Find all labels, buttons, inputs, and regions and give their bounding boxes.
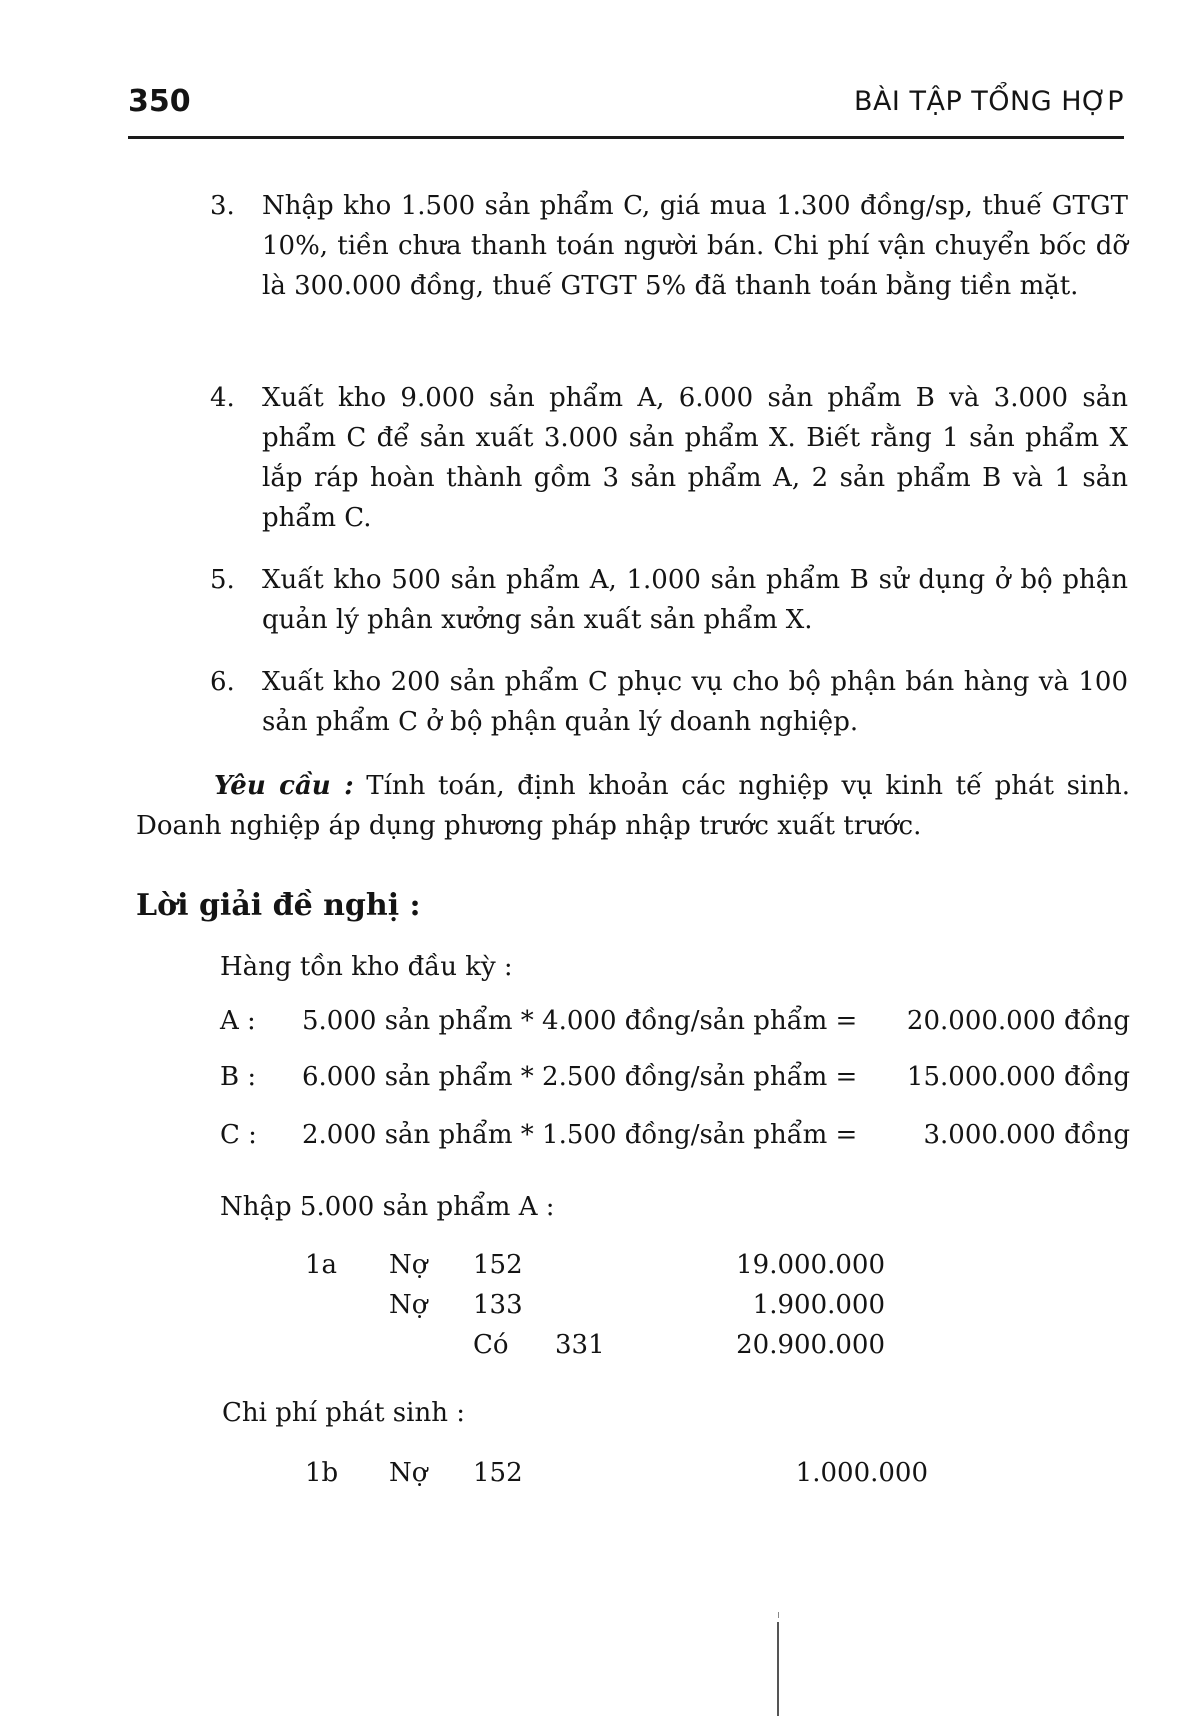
- requirement-text: Tính toán, định khoản các nghiệp vụ kinh tế phát sinh. Doanh nghiệp áp dụng phương pháp nhập trước xuất trước.: [136, 771, 1131, 841]
- list-item-text: Nhập kho 1.500 sản phẩm C, giá mua 1.300 đồng/sp, thuế GTGT 10%, tiền chưa thanh toán người bán. Chi phí vận chuyển bốc dỡ là 300.000 đồng, thuế GTGT 5% đã thanh toán bằng tiền mặt.: [262, 191, 1128, 301]
- scan-margin-line: [777, 1622, 779, 1716]
- purchase-heading: Nhập 5.000 sản phẩm A :: [220, 1192, 555, 1222]
- solution-heading: Lời giải đề nghị :: [136, 888, 421, 923]
- entry-account: 152: [473, 1458, 523, 1488]
- entry-account: 133: [473, 1290, 523, 1320]
- entry-side: Có: [473, 1330, 509, 1360]
- inventory-heading: Hàng tồn kho đầu kỳ :: [220, 952, 513, 982]
- list-item-text: Xuất kho 200 sản phẩm C phục vụ cho bộ phận bán hàng và 100 sản phẩm C ở bộ phận quản lý doanh nghiệp.: [262, 667, 1128, 737]
- inventory-label: B :: [220, 1062, 257, 1092]
- inventory-amount: 15.000.000 đồng: [906, 1062, 1130, 1092]
- entry-reference: 1a: [305, 1250, 338, 1280]
- list-item-text: Xuất kho 500 sản phẩm A, 1.000 sản phẩm B sử dụng ở bộ phận quản lý phân xưởng sản xuất sản phẩm X.: [262, 565, 1128, 635]
- entry-account: 152: [473, 1250, 523, 1280]
- running-title: BÀI TẬP TỔNG HỢP: [853, 86, 1124, 117]
- entry-amount: 20.900.000: [736, 1330, 885, 1360]
- inventory-row: [220, 1062, 1130, 1102]
- journal-entry-row: [305, 1330, 885, 1370]
- journal-entry-row: [305, 1458, 928, 1498]
- entry-amount: 1.900.000: [752, 1290, 885, 1320]
- list-item-number: 6.: [210, 667, 235, 697]
- entry-side: Nợ: [389, 1250, 428, 1280]
- inventory-calculation: 6.000 sản phẩm * 2.500 đồng/sản phẩm =: [302, 1062, 858, 1092]
- entry-side: Nợ: [389, 1458, 428, 1488]
- inventory-amount: 20.000.000 đồng: [906, 1006, 1130, 1036]
- inventory-row: [220, 1120, 1130, 1160]
- entry-account: 331: [555, 1330, 605, 1360]
- inventory-label: A :: [220, 1006, 256, 1036]
- entry-side: Nợ: [389, 1290, 428, 1320]
- inventory-label: C :: [220, 1120, 257, 1150]
- entry-reference: 1b: [305, 1458, 339, 1488]
- list-item-number: 4.: [210, 383, 235, 413]
- list-item-number: 5.: [210, 565, 235, 595]
- inventory-calculation: 5.000 sản phẩm * 4.000 đồng/sản phẩm =: [302, 1006, 858, 1036]
- requirement-label: Yêu cầu :: [214, 771, 354, 801]
- page-number: 350: [128, 84, 191, 119]
- cost-heading: Chi phí phát sinh :: [222, 1398, 465, 1428]
- inventory-amount: 3.000.000 đồng: [923, 1120, 1130, 1150]
- requirement-paragraph: [136, 766, 1130, 846]
- list-item-text: Xuất kho 9.000 sản phẩm A, 6.000 sản phẩm B và 3.000 sản phẩm C để sản xuất 3.000 sản phẩm X. Biết rằng 1 sản phẩm X lắp ráp hoàn thành gồm 3 sản phẩm A, 2 sản phẩm B và 1 sản phẩm C.: [262, 383, 1128, 533]
- page-header: [128, 80, 1124, 139]
- scan-mark: [778, 1612, 779, 1618]
- journal-entry-row: [305, 1290, 885, 1330]
- entry-amount: 19.000.000: [736, 1250, 885, 1280]
- list-item-number: 3.: [210, 191, 235, 221]
- journal-entry-row: [305, 1250, 885, 1290]
- inventory-calculation: 2.000 sản phẩm * 1.500 đồng/sản phẩm =: [302, 1120, 858, 1150]
- inventory-row: [220, 1006, 1130, 1046]
- entry-amount: 1.000.000: [795, 1458, 928, 1488]
